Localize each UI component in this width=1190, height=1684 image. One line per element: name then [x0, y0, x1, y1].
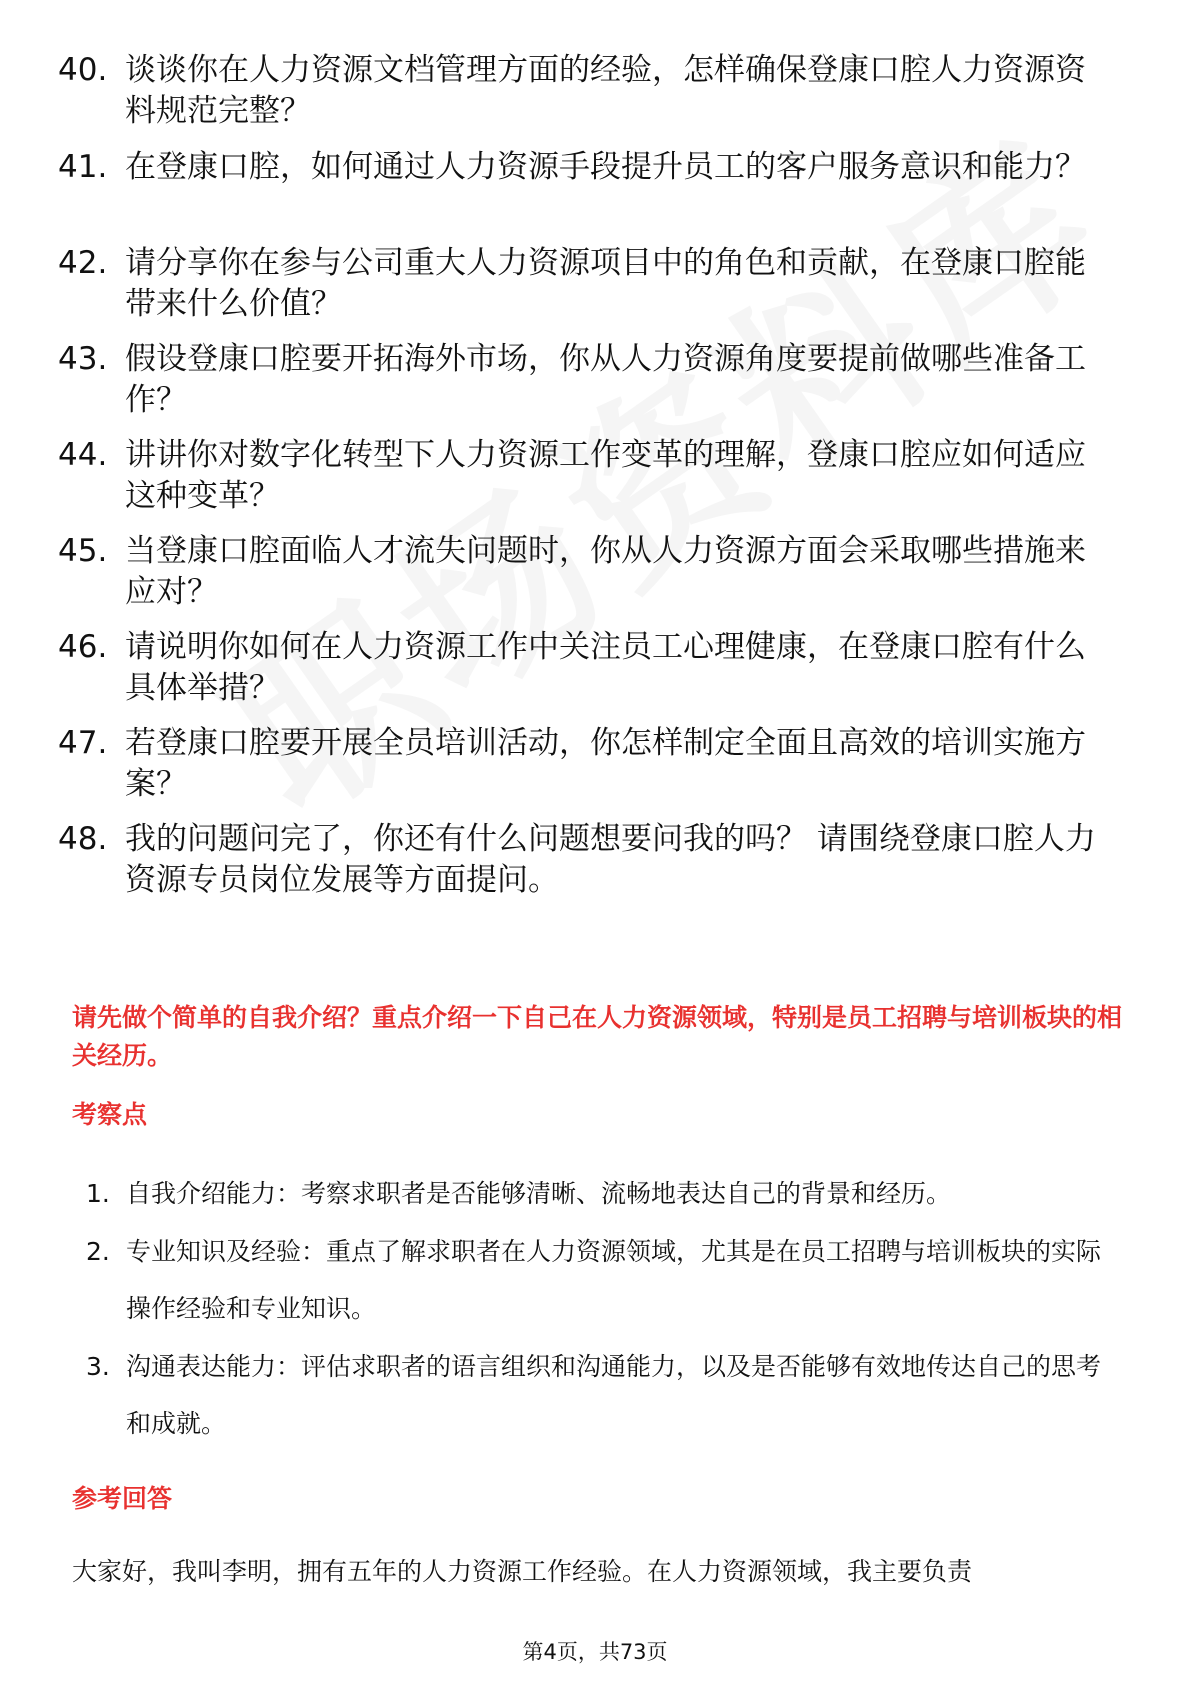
question-text: 谈谈你在人力资源文档管理方面的经验，怎样确保登康口腔人力资源资料规范完整？: [125, 52, 1086, 129]
question-number: 41.: [58, 149, 108, 185]
question-text: 请分享你在参与公司重大人力资源项目中的角色和贡献，在登康口腔能带来什么价值？: [125, 245, 1086, 322]
point-text: 专业知识及经验：重点了解求职者在人力资源领域，尤其是在员工招聘与培训板块的实际操作经验和专业知识。: [126, 1237, 1102, 1323]
question-text: 讲讲你对数字化转型下人力资源工作变革的理解，登康口腔应如何适应这种变革？: [125, 437, 1086, 514]
point-item: [86, 1165, 1126, 1222]
point-text: 自我介绍能力：考察求职者是否能够清晰、流畅地表达自己的背景和经历。: [126, 1179, 952, 1208]
answer-heading: 参考回答: [72, 1484, 173, 1513]
interview-question-heading: 请先做个简单的自我介绍？重点介绍一下自己在人力资源领域，特别是员工招聘与培训板块的相关经历。: [72, 1003, 1123, 1070]
point-number: 2.: [86, 1237, 110, 1266]
question-number: 42.: [58, 245, 108, 281]
question-item: [58, 627, 1118, 709]
question-item: [58, 50, 1118, 132]
question-text: 假设登康口腔要开拓海外市场，你从人力资源角度要提前做哪些准备工作？: [125, 341, 1086, 418]
question-item: [58, 435, 1118, 517]
question-item: [58, 723, 1118, 805]
page-number: 第4页，共73页: [522, 1640, 668, 1664]
question-number: 44.: [58, 437, 108, 473]
question-item: [58, 531, 1118, 613]
question-text: 我的问题问完了，你还有什么问题想要问我的吗？ 请围绕登康口腔人力资源专员岗位发展等方面提问。: [125, 821, 1096, 898]
answer-paragraph: 大家好，我叫李明，拥有五年的人力资源工作经验。在人力资源领域，我主要负责: [72, 1557, 973, 1586]
point-text: 沟通表达能力：评估求职者的语言组织和沟通能力，以及是否能够有效地传达自己的思考和成就。: [126, 1352, 1102, 1438]
points-heading: 考察点: [72, 1100, 148, 1129]
question-text: 请说明你如何在人力资源工作中关注员工心理健康，在登康口腔有什么具体举措？: [125, 629, 1086, 706]
question-text: 当登康口腔面临人才流失问题时，你从人力资源方面会采取哪些措施来应对？: [125, 533, 1086, 610]
question-item: [58, 339, 1118, 421]
question-number: 40.: [58, 52, 108, 88]
question-number: 45.: [58, 533, 108, 569]
question-number: 46.: [58, 629, 108, 665]
question-text: 在登康口腔，如何通过人力资源手段提升员工的客户服务意识和能力？: [125, 149, 1086, 185]
question-number: 43.: [58, 341, 108, 377]
question-item: [58, 243, 1118, 325]
question-item: [58, 147, 1118, 188]
question-number: 48.: [58, 821, 108, 857]
point-item: [86, 1338, 1126, 1452]
point-item: [86, 1223, 1126, 1337]
question-text: 若登康口腔要开展全员培训活动，你怎样制定全面且高效的培训实施方案？: [125, 725, 1086, 802]
point-number: 1.: [86, 1179, 110, 1208]
point-number: 3.: [86, 1352, 110, 1381]
question-number: 47.: [58, 725, 108, 761]
question-item: [58, 819, 1118, 901]
